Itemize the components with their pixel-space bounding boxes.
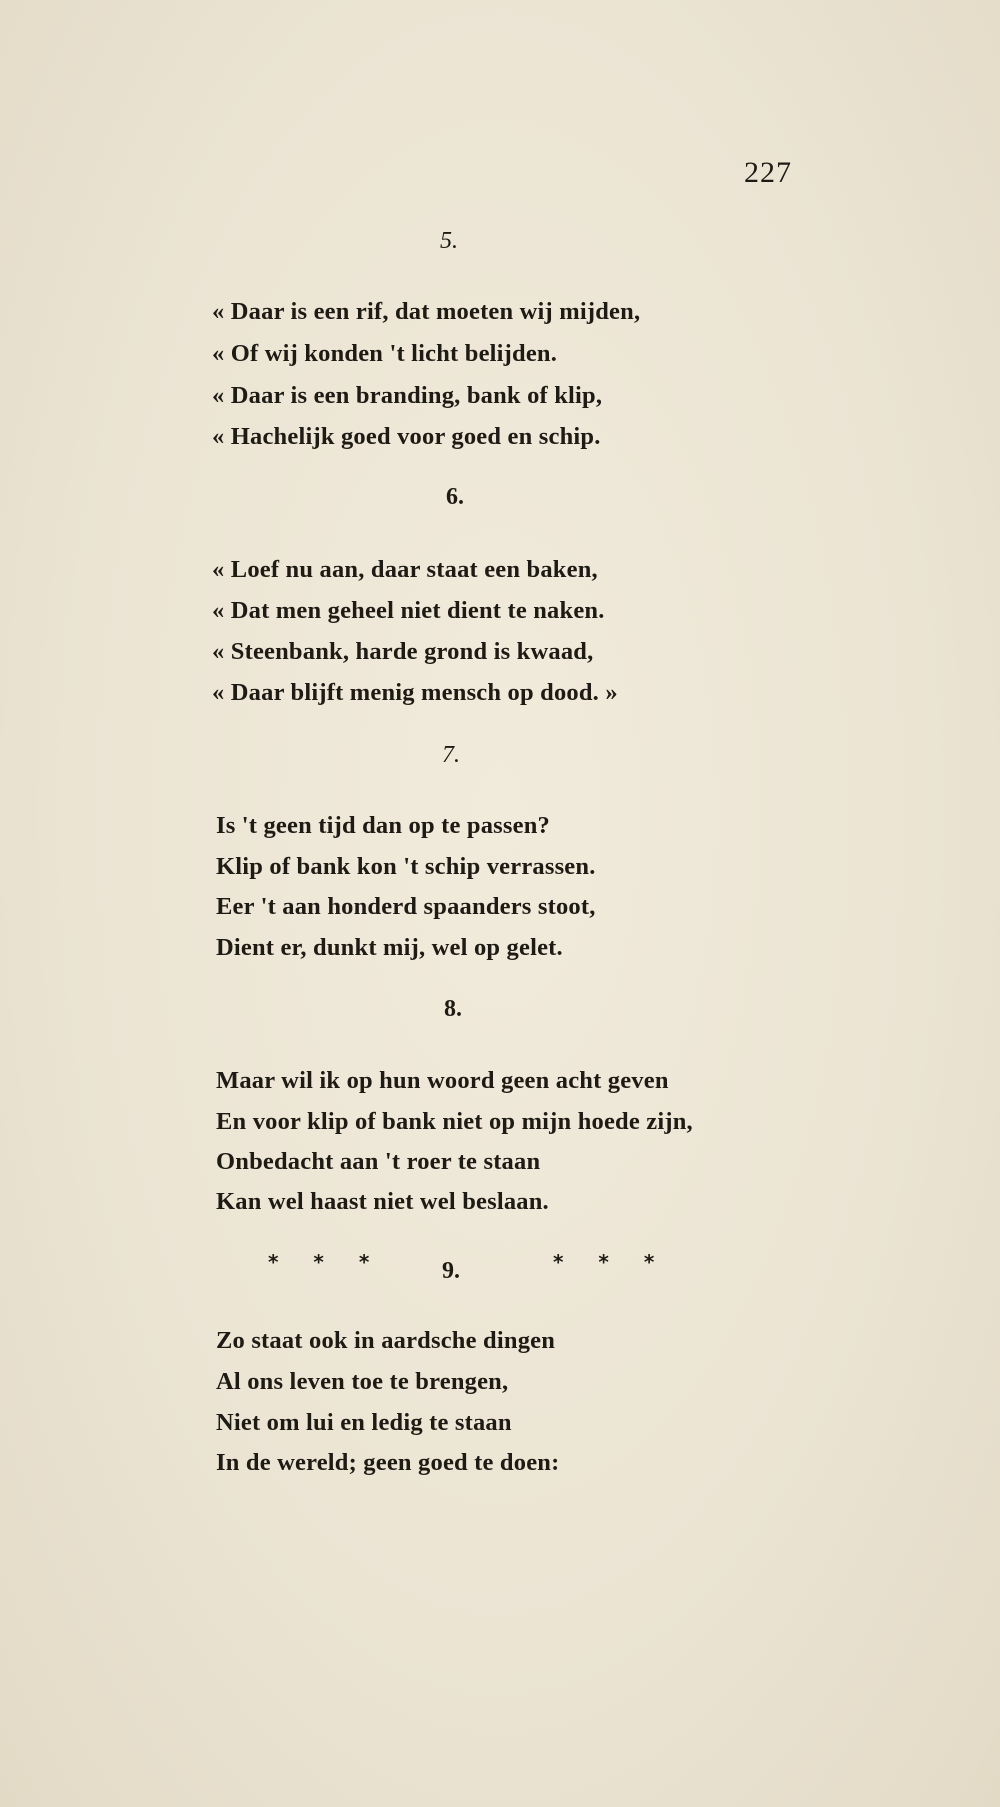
- verse-line: « Daar is een rif, dat moeten wij mijden,: [212, 298, 641, 325]
- verse-line: Klip of bank kon 't schip verrassen.: [216, 853, 596, 880]
- verse-line: Al ons leven toe te brengen,: [216, 1368, 509, 1395]
- asterism-right: * * *: [553, 1250, 669, 1274]
- verse-line: Niet om lui en ledig te staan: [216, 1409, 512, 1436]
- verse-line: « Loef nu aan, daar staat een baken,: [212, 556, 598, 583]
- verse-line: « Daar is een branding, bank of klip,: [212, 382, 603, 409]
- page-number: 227: [744, 156, 792, 189]
- stanza-number-9: 9.: [442, 1258, 460, 1284]
- verse-line: Zo staat ook in aardsche dingen: [216, 1327, 556, 1354]
- stanza-number-7: 7.: [442, 742, 460, 768]
- verse-line: « Dat men geheel niet dient te naken.: [212, 597, 605, 624]
- verse-line: « Steenbank, harde grond is kwaad,: [212, 638, 594, 665]
- verse-line: Is 't geen tijd dan op te passen?: [216, 812, 550, 839]
- verse-line: « Of wij konden 't licht belijden.: [212, 340, 558, 367]
- verse-line: Maar wil ik op hun woord geen acht geven: [216, 1067, 669, 1094]
- stanza-number-5: 5.: [440, 228, 458, 254]
- verse-line: In de wereld; geen goed te doen:: [216, 1449, 560, 1476]
- verse-line: Kan wel haast niet wel beslaan.: [216, 1188, 549, 1215]
- asterism-left: * * *: [268, 1250, 384, 1274]
- stanza-number-8: 8.: [444, 996, 462, 1022]
- verse-line: Eer 't aan honderd spaanders stoot,: [216, 893, 596, 920]
- verse-line: « Hachelijk goed voor goed en schip.: [212, 423, 601, 450]
- verse-line: En voor klip of bank niet op mijn hoede zijn,: [216, 1108, 693, 1135]
- verse-line: Onbedacht aan 't roer te staan: [216, 1148, 541, 1175]
- verse-line: « Daar blijft menig mensch op dood. »: [212, 679, 618, 706]
- stanza-number-6: 6.: [446, 484, 464, 510]
- verse-line: Dient er, dunkt mij, wel op gelet.: [216, 934, 563, 961]
